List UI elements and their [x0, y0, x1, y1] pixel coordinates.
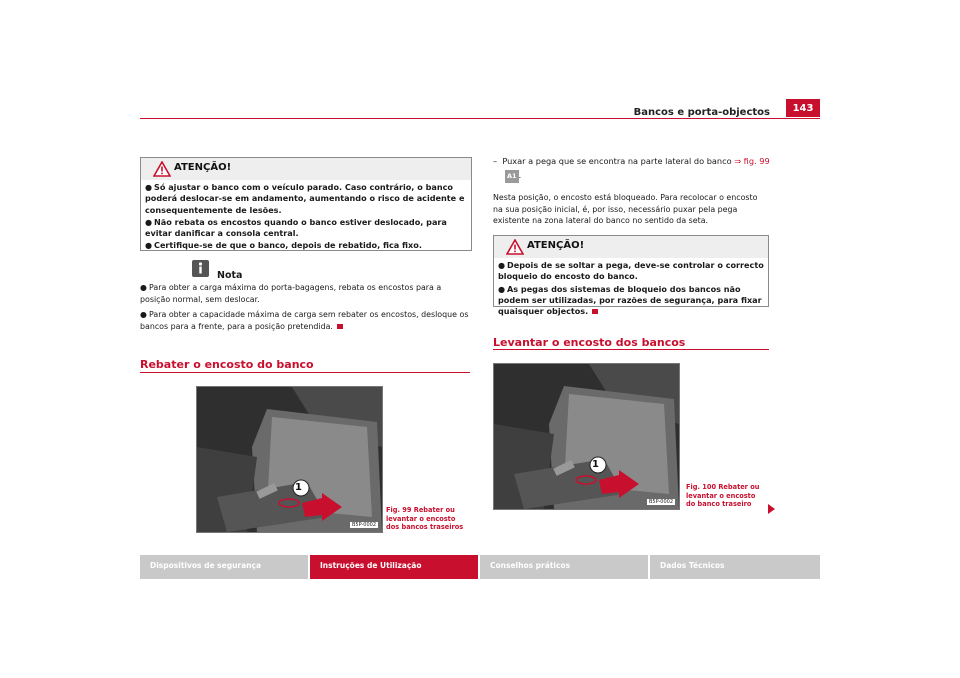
- warning-triangle-icon: [153, 161, 171, 177]
- step-badge: A1: [505, 170, 519, 184]
- note-item: ● Para obter a carga máxima do porta-bagagens, rebata os encostos para a posição normal, sem deslocar.: [140, 283, 442, 304]
- warning-item: ● Depois de se soltar a pega, deve-se controlar o correcto bloqueio do encosto do banco.: [498, 260, 764, 282]
- warning-triangle-icon: [506, 239, 524, 255]
- warning-title: ATENÇÃO!: [174, 162, 232, 173]
- figure-code: B5P-0002: [351, 522, 376, 528]
- figure-image: [493, 363, 680, 510]
- warning-header: [141, 158, 471, 180]
- note-item: ● Para obter a capacidade máxima de carga sem rebater os encostos, desloque os bancos para a frente, para a posição pretendida.: [140, 310, 469, 331]
- end-mark-icon: [592, 309, 598, 314]
- page-header-title: Bancos e porta-objectos: [633, 107, 770, 118]
- end-mark-icon: [337, 324, 343, 329]
- note-body: [140, 282, 472, 336]
- seat-illustration: [197, 387, 382, 532]
- warning-item: ● Só ajustar o banco com o veículo parado. Caso contrário, o banco poderá deslocar-se em andamento, aumentando o risco de acidente e consequentemente de lesões.: [145, 182, 465, 215]
- warning-body: [498, 260, 765, 318]
- warning-box: [493, 235, 769, 317]
- footer-tab-conselhos[interactable]: Conselhos práticos: [480, 555, 648, 579]
- warning-item: ● As pegas dos sistemas de bloqueio dos bancos não podem ser utilizadas, por razões de segurança, para fixar quaisquer objectos.: [498, 283, 762, 317]
- page-number: 143: [786, 99, 820, 117]
- seat-illustration: [494, 364, 679, 509]
- warning-header: [494, 236, 768, 258]
- figure-callout-label: 1: [295, 482, 302, 493]
- warning-item: ● Certifique-se de que o banco, depois de rebatido, fica fixo.: [145, 240, 422, 251]
- next-page-arrow-icon[interactable]: [768, 504, 775, 514]
- footer-tab-dados[interactable]: Dados Técnicos: [650, 555, 820, 579]
- section-rule: [493, 349, 769, 350]
- instruction-step: – Puxar a pega que se encontra na parte lateral do banco ⇒ fig. 99 A1 .: [493, 156, 773, 183]
- section-heading: Levantar o encosto dos bancos: [493, 336, 686, 349]
- footer-tab-dispositivos[interactable]: Dispositivos de segurança: [140, 555, 308, 579]
- section-heading: Rebater o encosto do banco: [140, 358, 314, 371]
- header-rule: [140, 118, 820, 119]
- warning-body: [145, 182, 468, 253]
- note-info-icon: [192, 260, 209, 277]
- figure-callout-label: 1: [592, 459, 599, 470]
- figure-caption: Fig. 99 Rebater ou levantar o encosto dos bancos traseiros: [386, 506, 464, 532]
- warning-box: [140, 157, 472, 251]
- figure-code: B5P-0002: [648, 499, 673, 505]
- warning-title: ATENÇÃO!: [527, 240, 585, 251]
- figure-link[interactable]: ⇒ fig. 99: [734, 156, 770, 166]
- body-paragraph: Nesta posição, o encosto está bloqueado. Para recolocar o encosto na sua posição inicial, é, por isso, necessário puxar pela pega existente na zona lateral do banco no sentido da seta.: [493, 193, 758, 226]
- footer-tab-instrucoes[interactable]: Instruções de Utilização: [310, 555, 478, 579]
- note-title: Nota: [217, 270, 243, 281]
- figure-image: [196, 386, 383, 533]
- warning-item: ● Não rebata os encostos quando o banco estiver deslocado, para evitar danificar a consola central.: [145, 216, 447, 239]
- figure-caption: Fig. 100 Rebater ou levantar o encosto do banco traseiro: [686, 483, 760, 509]
- section-rule: [140, 372, 470, 373]
